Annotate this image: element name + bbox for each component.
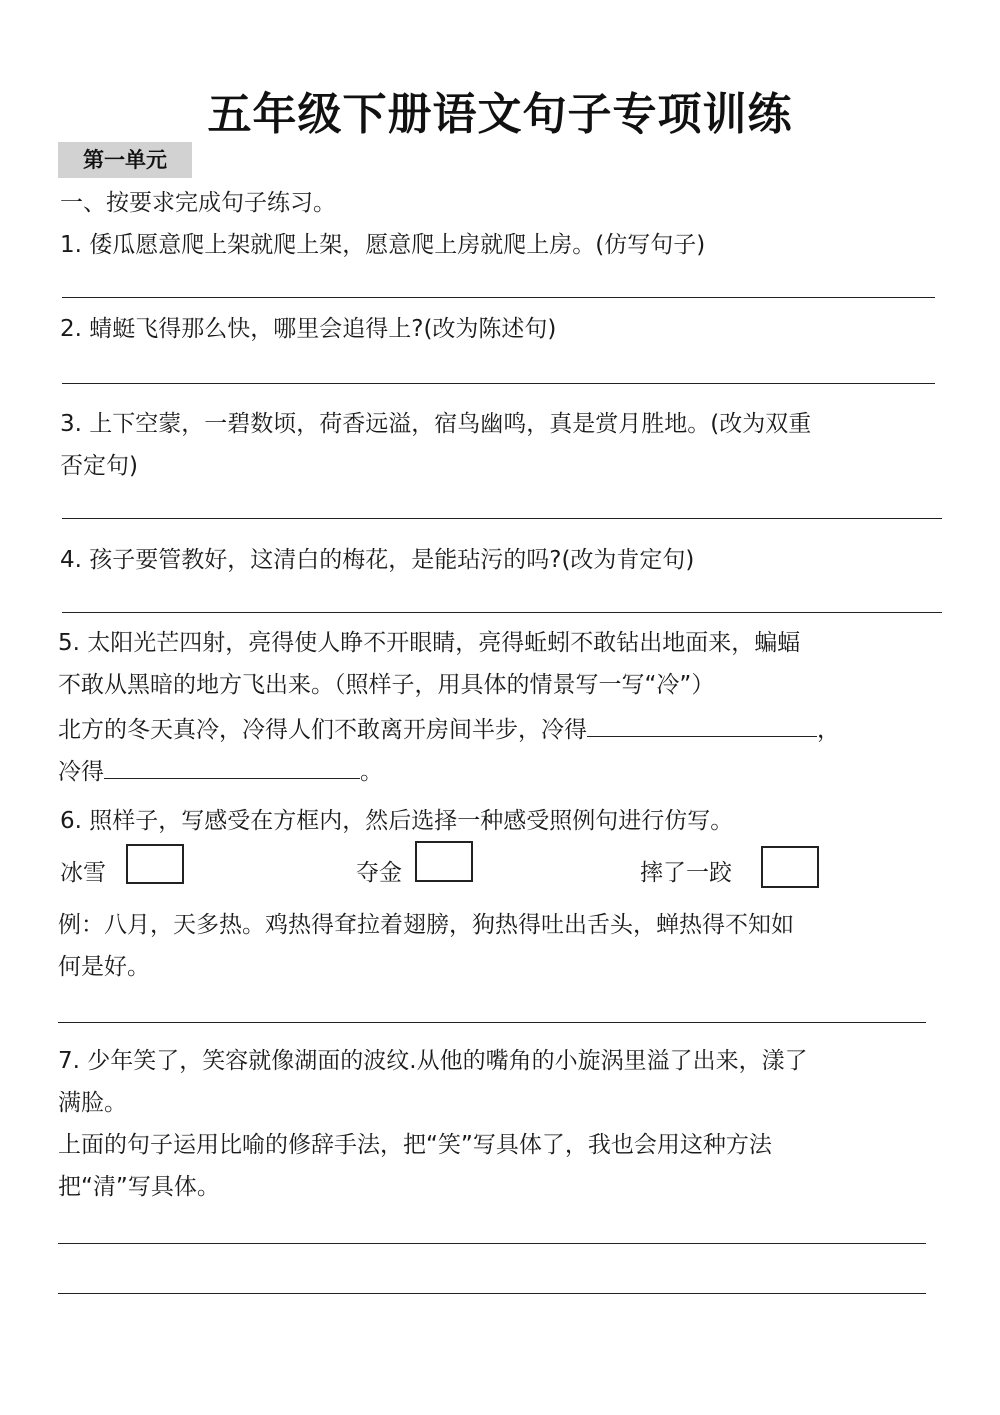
question-5-line3-text: 北方的冬天真冷，冷得人们不敢离开房间半步，冷得 <box>58 717 587 743</box>
question-7-line4: 把“清”写具体。 <box>58 1174 220 1200</box>
unit-label: 第一单元 <box>58 142 192 178</box>
question-4: 4. 孩子要管教好，这清白的梅花，是能玷污的吗?(改为肯定句) <box>60 547 695 573</box>
question-6: 6. 照样子，写感受在方框内，然后选择一种感受照例句进行仿写。 <box>60 808 734 834</box>
fill-blank-2[interactable] <box>104 754 360 779</box>
page-title: 五年级下册语文句子专项训练 <box>207 89 793 140</box>
answer-line-q4[interactable] <box>62 612 942 613</box>
question-5-line3-end: ， <box>817 717 840 743</box>
question-5-line1: 5. 太阳光芒四射，亮得使人睁不开眼睛，亮得蚯蚓不敢钻出地面来，蝙蝠 <box>58 630 801 656</box>
feeling-box-1[interactable] <box>126 844 184 884</box>
question-7-line2: 满脸。 <box>58 1090 127 1116</box>
q6-word-1: 冰雪 <box>60 860 106 886</box>
question-5-line2: 不敢从黑暗的地方飞出来。（照样子，用具体的情景写一写“冷”） <box>58 672 715 698</box>
answer-line-q2[interactable] <box>62 383 935 384</box>
question-5-line3 <box>58 712 840 745</box>
answer-line-q3[interactable] <box>62 518 942 519</box>
feeling-box-2[interactable] <box>415 841 473 882</box>
question-7-line3: 上面的句子运用比喻的修辞手法，把“笑”写具体了，我也会用这种方法 <box>58 1132 772 1158</box>
answer-line-q7-1[interactable] <box>58 1243 926 1244</box>
q6-example-line2: 何是好。 <box>58 954 150 980</box>
question-7-line1: 7. 少年笑了，笑容就像湖面的波纹.从他的嘴角的小旋涡里溢了出来，漾了 <box>58 1048 808 1074</box>
q6-word-3: 摔了一跤 <box>640 860 732 886</box>
q6-word-2: 夺金 <box>356 860 402 886</box>
question-5-line4-text: 冷得 <box>58 759 104 785</box>
question-3-line2: 否定句) <box>60 453 138 479</box>
fill-blank-1[interactable] <box>587 712 817 737</box>
question-5-line4-end: 。 <box>360 759 383 785</box>
q6-example-line1: 例：八月，天多热。鸡热得耷拉着翅膀，狗热得吐出舌头，蝉热得不知如 <box>58 912 794 938</box>
question-2: 2. 蜻蜓飞得那么快，哪里会追得上?(改为陈述句) <box>60 316 557 342</box>
section-heading: 一、按要求完成句子练习。 <box>60 190 336 216</box>
question-5-line4 <box>58 754 383 787</box>
feeling-box-3[interactable] <box>761 846 819 888</box>
answer-line-q6[interactable] <box>58 1022 926 1023</box>
answer-line-q7-2[interactable] <box>58 1293 926 1294</box>
question-1: 1. 倭瓜愿意爬上架就爬上架，愿意爬上房就爬上房。(仿写句子) <box>60 232 706 258</box>
answer-line-q1[interactable] <box>62 297 935 298</box>
question-3-line1: 3. 上下空蒙，一碧数顷，荷香远溢，宿鸟幽鸣，真是赏月胜地。(改为双重 <box>60 411 812 437</box>
